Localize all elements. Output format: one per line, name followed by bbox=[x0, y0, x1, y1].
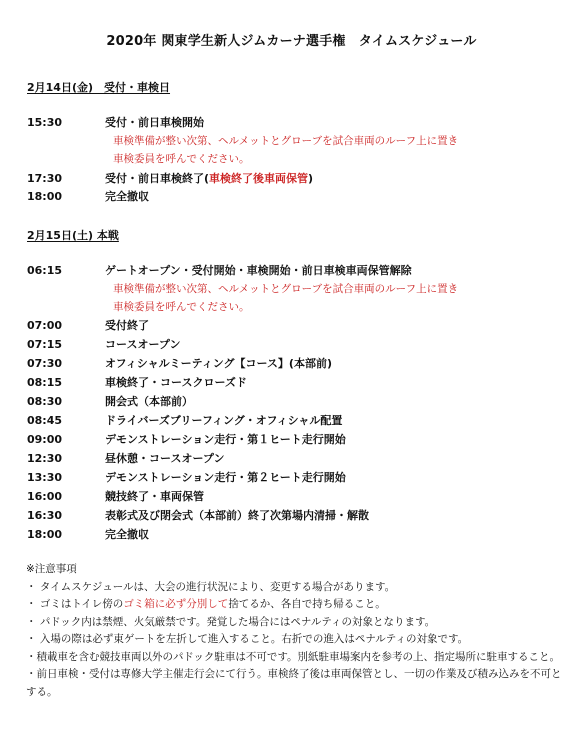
notes-item: ・積載車を含む競技車両以外のパドック駐車は不可です。別紙駐車場案内を参考の上、指定場所に駐車すること。 bbox=[26, 650, 561, 663]
event-time: 18:00 bbox=[27, 190, 63, 203]
notes-item-text: ・ ゴミはトイレ傍の bbox=[26, 598, 124, 610]
event-label: 表彰式及び閉会式（本部前）終了次第場内清掃・解散 bbox=[105, 509, 369, 522]
event-label: デモンストレーション走行・第２ヒート走行開始 bbox=[105, 471, 346, 484]
day1-heading: 2月14日(金) 受付・車検日 bbox=[27, 81, 171, 94]
event-note-line: 車検準備が整い次第、ヘルメットとグローブを試合車両のルーフ上に置き bbox=[113, 135, 459, 147]
event-label: 受付・前日車検開始 bbox=[105, 116, 204, 129]
notes-item: ・ 入場の際は必ず東ゲートを左折して進入すること。右折での進入はペナルティの対象です。 bbox=[26, 633, 469, 645]
event-label: ドライバーズブリーフィング・オフィシャル配置 bbox=[105, 414, 343, 427]
event-label: オフィシャルミーティング【コース】(本部前) bbox=[105, 357, 332, 370]
event-time: 08:45 bbox=[27, 414, 63, 427]
notes-item bbox=[26, 596, 571, 614]
event-time: 18:00 bbox=[27, 528, 63, 541]
event-label: 昼休憩・コースオープン bbox=[105, 452, 225, 465]
notes-item-text: 捨てるか、各自で持ち帰ること。 bbox=[228, 598, 386, 610]
event-note-line: 車検準備が整い次第、ヘルメットとグローブを試合車両のルーフ上に置き bbox=[113, 283, 459, 295]
event-time: 07:30 bbox=[27, 357, 63, 370]
event-time: 16:00 bbox=[27, 490, 63, 503]
event-time: 06:15 bbox=[27, 264, 63, 277]
notes-item: ・ パドック内は禁煙、火気厳禁です。発覚した場合にはペナルティの対象となります。 bbox=[26, 615, 436, 628]
event-note-line: 車検委員を呼んでください。 bbox=[113, 301, 250, 313]
event-note-line: 車検委員を呼んでください。 bbox=[113, 153, 250, 165]
event-label: デモンストレーション走行・第１ヒート走行開始 bbox=[105, 433, 346, 446]
day2-heading: 2月15日(土) 本戦 bbox=[27, 229, 119, 242]
event-label: 受付終了 bbox=[105, 319, 149, 332]
event-time: 08:30 bbox=[27, 395, 63, 408]
document-title: 2020年 関東学生新人ジムカーナ選手権 タイムスケジュール bbox=[106, 34, 477, 49]
event-label: ゲートオープン・受付開始・車検開始・前日車検車両保管解除 bbox=[105, 264, 412, 277]
event-label-tail: ) bbox=[308, 172, 314, 185]
event-label: 完全撤収 bbox=[105, 190, 149, 203]
event-label: 完全撤収 bbox=[105, 528, 149, 541]
notes-heading: ※注意事項 bbox=[26, 563, 77, 575]
event-time: 08:15 bbox=[27, 376, 63, 389]
event-label bbox=[105, 170, 313, 188]
notes-section bbox=[26, 561, 571, 701]
event-time: 13:30 bbox=[27, 471, 63, 484]
event-time: 16:30 bbox=[27, 509, 63, 522]
event-time: 17:30 bbox=[27, 172, 63, 185]
event-time: 07:00 bbox=[27, 319, 63, 332]
event-time: 09:00 bbox=[27, 433, 63, 446]
event-label: 開会式（本部前） bbox=[105, 395, 193, 408]
event-label: コースオープン bbox=[105, 338, 181, 351]
event-time: 15:30 bbox=[27, 116, 63, 129]
event-label-accent: 車検終了後車両保管 bbox=[209, 172, 309, 185]
event-label: 車検終了・コースクローズド bbox=[105, 376, 247, 389]
event-time: 07:15 bbox=[27, 338, 63, 351]
event-label-text: 受付・前日車検終了( bbox=[105, 172, 210, 185]
event-label: 競技終了・車両保管 bbox=[105, 490, 204, 503]
notes-item: ・前日車検・受付は専修大学主催走行会にて行う。車検終了後は車両保管とし、一切の作業及び積み込みを不可とする。 bbox=[26, 668, 562, 698]
notes-item-accent: ゴミ箱に必ず分別して bbox=[123, 598, 229, 610]
notes-item: ・ タイムスケジュールは、大会の進行状況により、変更する場合があります。 bbox=[26, 580, 396, 593]
event-time: 12:30 bbox=[27, 452, 63, 465]
